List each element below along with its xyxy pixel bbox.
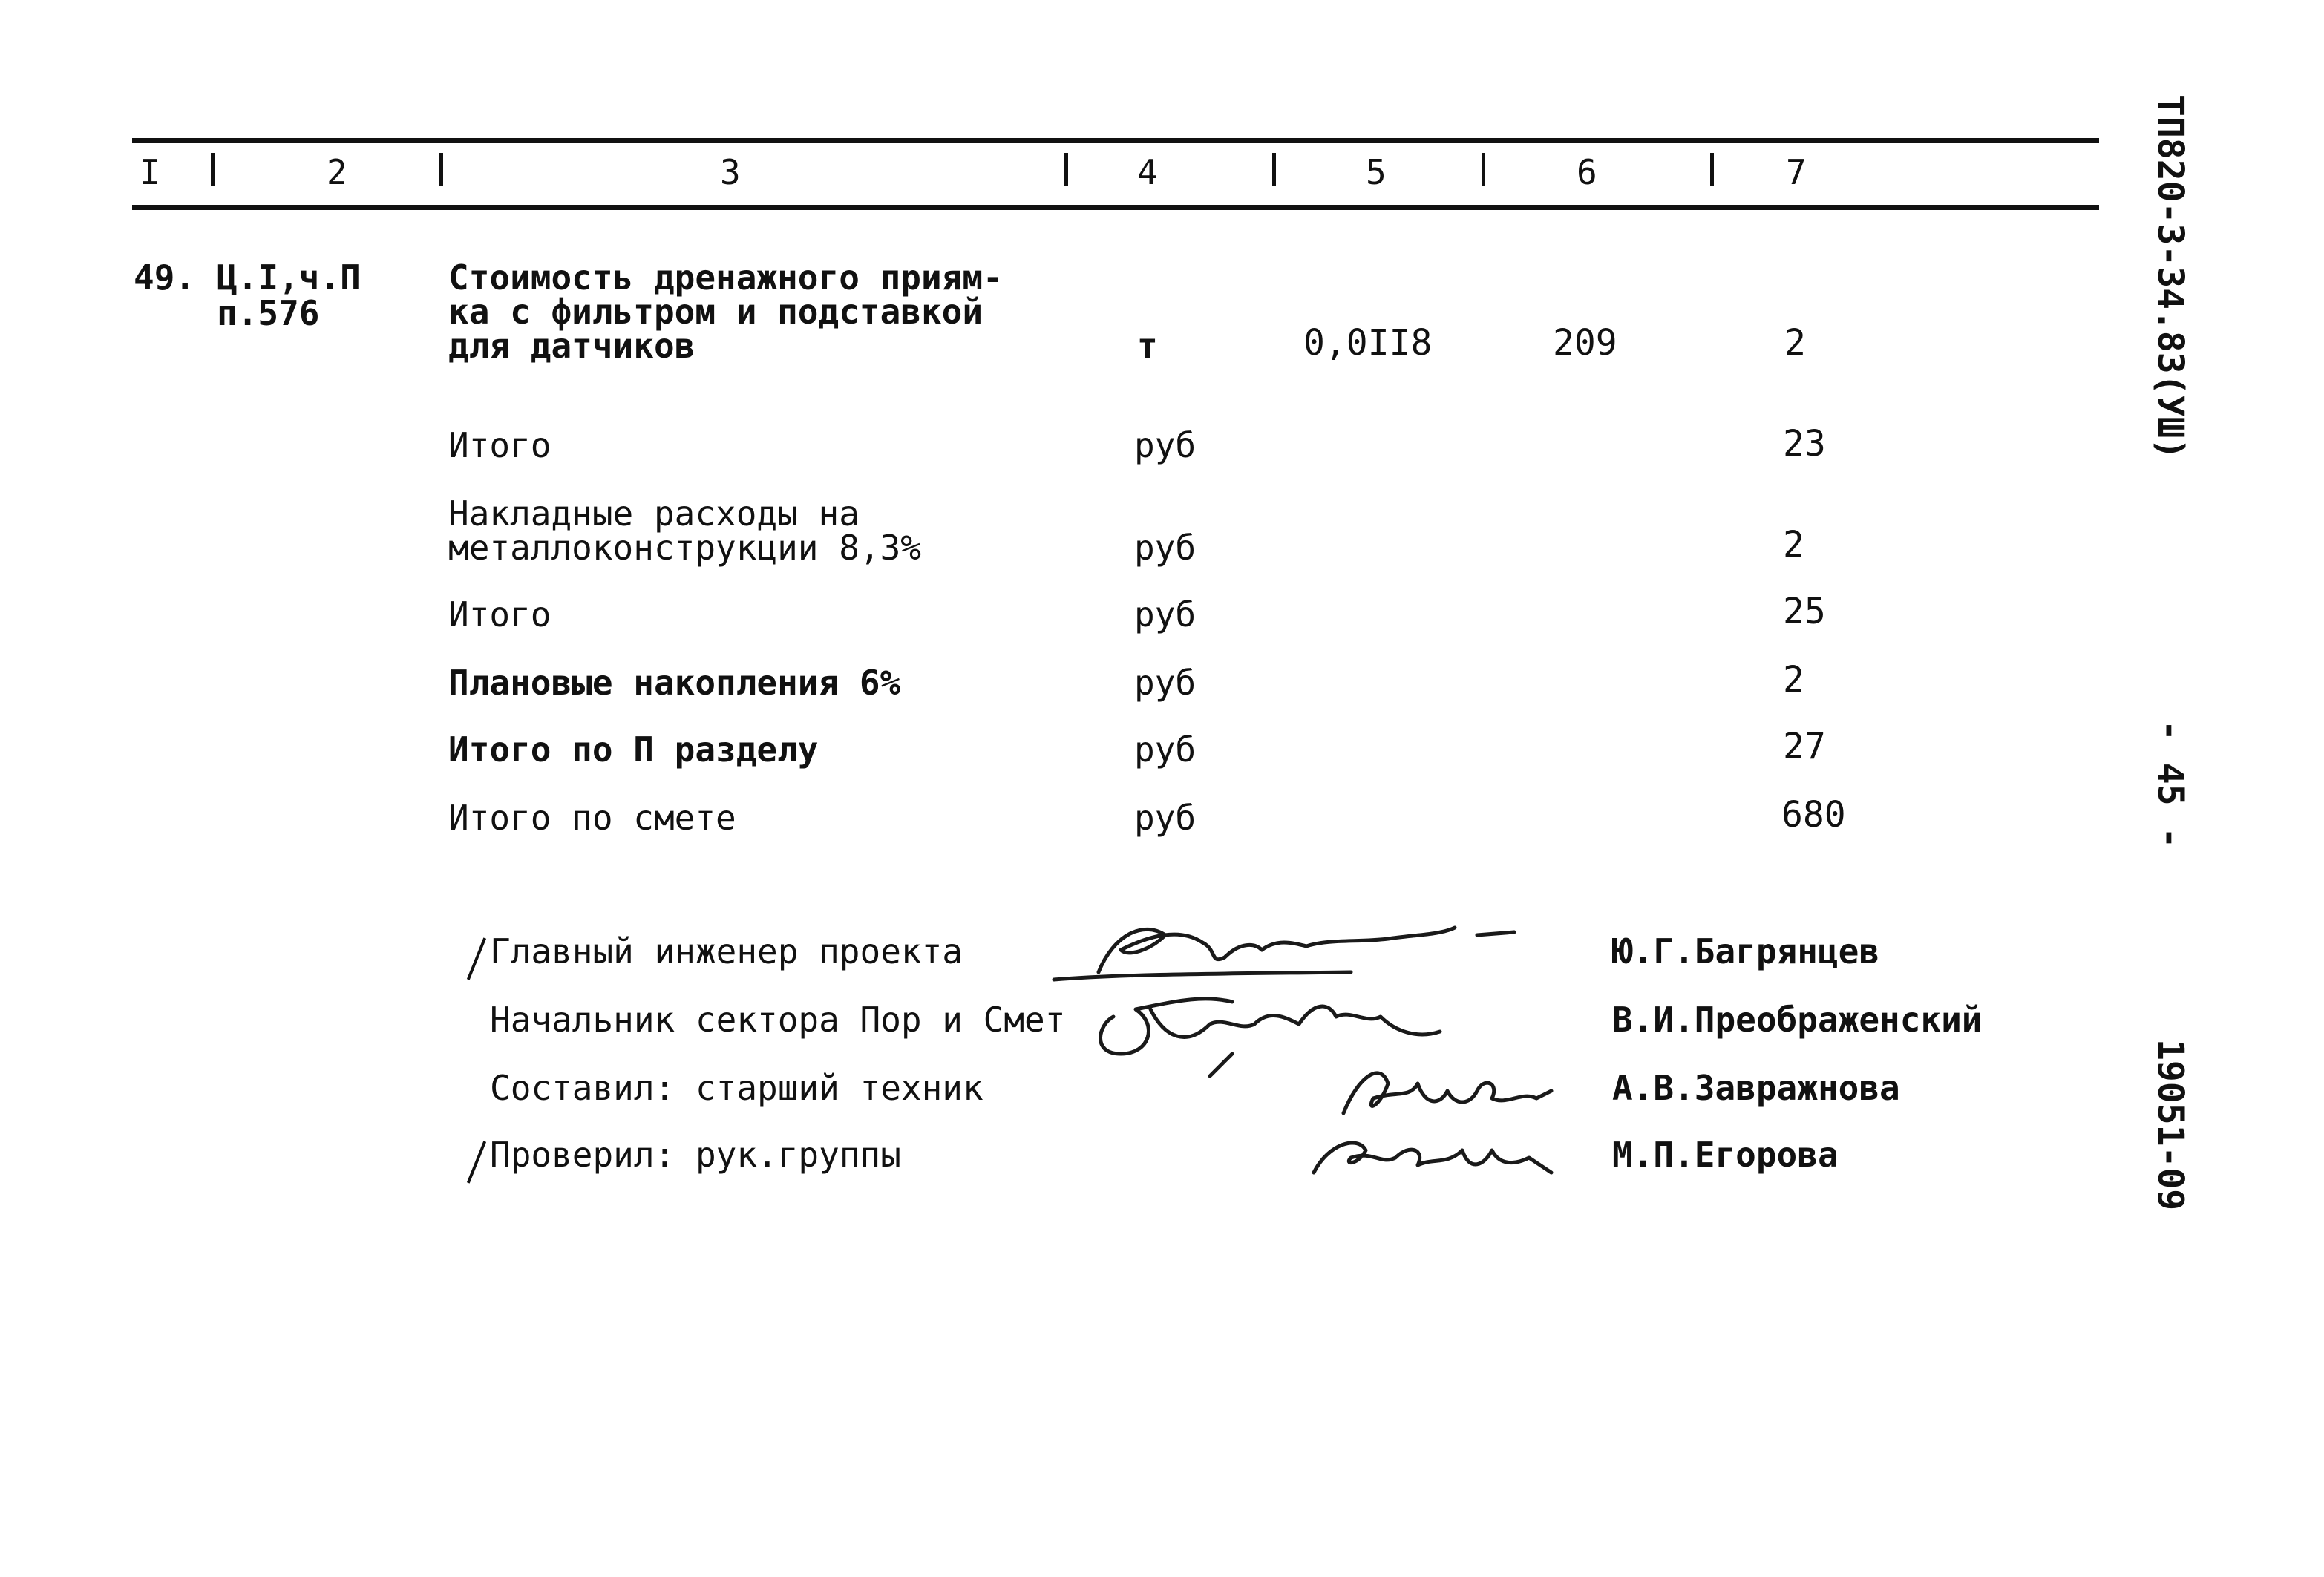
summary-unit: руб: [1134, 594, 1197, 635]
summary-total: 680: [1781, 794, 1846, 836]
summary-total: 27: [1783, 726, 1826, 767]
row-desc-line2: ка с фильтром и подставкой: [448, 292, 983, 332]
row-number: 49.: [134, 258, 196, 298]
summary-total: 2: [1783, 659, 1804, 701]
doc-code: ТП820-3-34.83(УШ): [2150, 95, 2191, 460]
row-price: 209: [1553, 322, 1617, 364]
summary-label: металлоконструкции 8,3%: [448, 528, 921, 568]
col-header-5: 5: [1366, 152, 1387, 192]
signature-role: Главный инженер проекта: [490, 931, 963, 971]
signature-name: Ю.Г.Багрянцев: [1612, 931, 1880, 971]
summary-unit: руб: [1134, 730, 1197, 770]
row-quantity: 0,0II8: [1303, 322, 1433, 364]
col-separator: [1482, 153, 1485, 186]
col-separator: [1272, 153, 1276, 186]
summary-label: Итого по П разделу: [448, 730, 819, 770]
row-desc-line3: для датчиков: [448, 326, 695, 366]
table-header-rule: [132, 205, 2099, 210]
signature-name: В.И.Преображенский: [1612, 1000, 1983, 1040]
row-code-line1: Ц.I,ч.П: [217, 258, 361, 298]
col-header-4: 4: [1137, 152, 1158, 192]
col-header-7: 7: [1786, 152, 1807, 192]
col-header-1: I: [140, 152, 160, 192]
summary-label: Накладные расходы на: [448, 494, 860, 534]
col-header-3: 3: [720, 152, 741, 192]
signature-role: Составил: старший техник: [490, 1068, 983, 1108]
col-separator: [439, 153, 443, 186]
signature-name: А.В.Завражнова: [1612, 1068, 1900, 1108]
margin-mark: [467, 937, 486, 980]
summary-label: Плановые накопления 6%: [448, 663, 901, 703]
col-separator: [1710, 153, 1714, 186]
margin-mark: [467, 1141, 486, 1183]
row-unit: т: [1137, 326, 1158, 366]
summary-total: 23: [1783, 423, 1826, 465]
handwritten-signature: [1299, 1121, 1566, 1195]
page-number: - 45 -: [2150, 720, 2191, 849]
summary-label: Итого: [448, 425, 551, 465]
summary-unit: руб: [1134, 528, 1197, 568]
summary-unit: руб: [1134, 425, 1197, 465]
col-header-6: 6: [1577, 152, 1597, 192]
archive-number: 19051-09: [2150, 1039, 2191, 1211]
col-separator: [1064, 153, 1068, 186]
signature-role: Проверил: рук.группы: [490, 1135, 901, 1175]
summary-total: 25: [1783, 591, 1826, 632]
summary-label: Итого: [448, 594, 551, 635]
summary-unit: руб: [1134, 798, 1197, 838]
summary-total: 2: [1783, 524, 1804, 565]
row-total: 2: [1784, 322, 1806, 364]
col-header-2: 2: [327, 152, 347, 192]
summary-label: Итого по смете: [448, 798, 736, 838]
signature-name: М.П.Егорова: [1612, 1135, 1839, 1175]
row-desc-line1: Стоимость дренажного приям-: [448, 258, 1004, 298]
col-separator: [211, 153, 215, 186]
table-top-rule: [132, 138, 2099, 143]
summary-unit: руб: [1134, 663, 1197, 703]
signature-role: Начальник сектора Пор и Смет: [490, 1000, 1066, 1040]
handwritten-signature: [1329, 1054, 1566, 1128]
row-code-line2: п.576: [217, 293, 320, 333]
